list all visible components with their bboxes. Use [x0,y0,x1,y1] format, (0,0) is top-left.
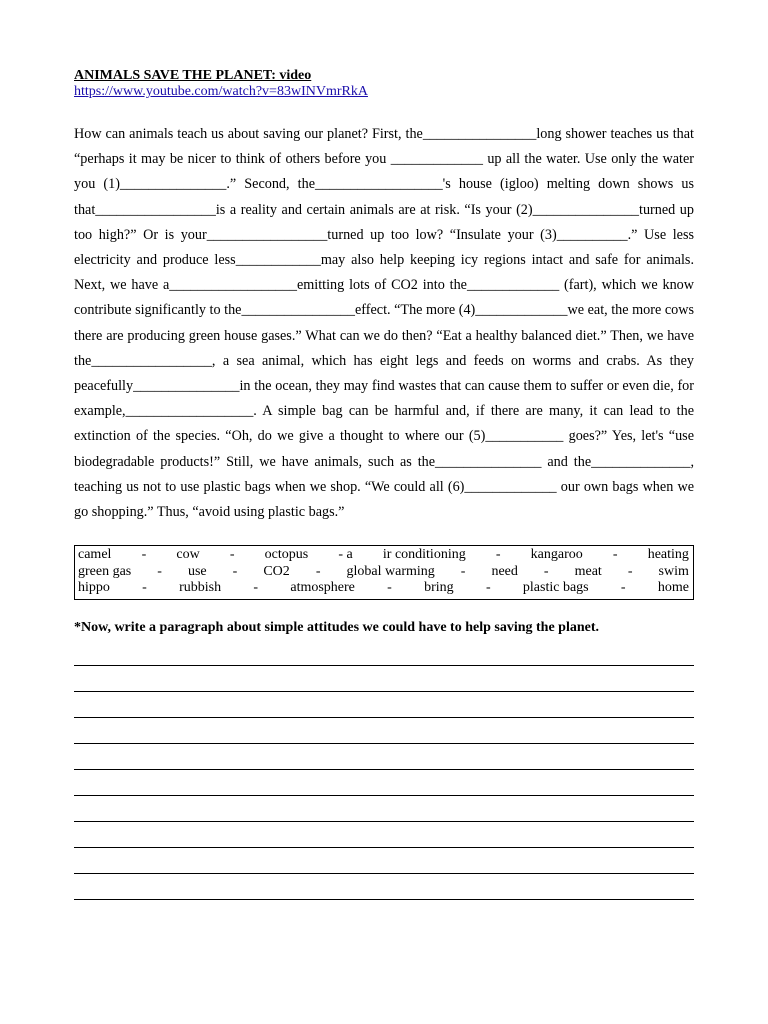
word-separator: - [543,563,549,579]
word-bank-word: use [187,563,207,579]
word-bank-word: ir conditioning [382,547,466,563]
writing-line[interactable] [74,822,694,848]
word-bank-word: meat [574,563,602,579]
word-bank-word: rubbish [179,580,222,596]
word-bank-word: hippo [78,580,110,596]
word-separator: - [460,563,466,579]
word-separator: - [142,580,147,596]
fill-in-paragraph: How can animals teach us about saving our planet? First, the________________long shower teaches us that “perhaps it may be nicer to think of others before you _____________ up all the water. Use only the water you (1)_______________.” Second, the__________________'s house (igloo) melting down shows us that_________________is a reality and certain animals are at risk. “Is your (2)_______________turned up too high?” Or is your_________________turned up too low? “Insulate your (3)__________.” Use less electricity and produce less____________may also help keeping icy regions intact and safe for animals. Next, we have a__________________emitting lots of CO2 into the_____________ (fart), which we know contribute significantly to the________________effect. “The more (4)_____________we eat, the more cows there are producing green house gases.” What can we do then? “Eat a healthy balanced diet.” Then, we have the_________________, a sea animal, which has eight legs and feeds on worms and crabs. As they peacefully_______________in the ocean, they may find wastes that can cause them to suffer or even die, for example,__________________. A simple bag can be harmful and, if there are many, it can lead to the extinction of the species. “Oh, do we give a thought to where our (5)___________ goes?” Yes, let's “use biodegradable products!” Still, we have animals, such as the_______________ and the______________, teaching us not to use plastic bags when we shop. “We could all (6)_____________ our own bags when we go shopping.” Thus, “avoid using plastic bags.” [74,126,694,521]
word-bank-word: CO2 [263,563,290,579]
writing-line[interactable] [74,848,694,874]
worksheet [74,68,694,900]
word-separator: - [315,563,321,579]
writing-line[interactable] [74,692,694,718]
writing-line[interactable] [74,796,694,822]
word-bank-word: heating [647,547,689,563]
word-separator: - [141,547,147,563]
word-bank-row [78,580,689,597]
word-separator: - [253,580,259,596]
word-separator: - [387,580,392,596]
word-bank-word: cow [176,547,200,563]
writing-line[interactable] [74,744,694,770]
writing-line[interactable] [74,718,694,744]
writing-instruction: *Now, write a paragraph about simple attitudes we could have to help saving the planet. [74,619,600,635]
word-bank-word: - a [338,547,353,563]
word-bank-word: kangaroo [530,547,583,563]
word-bank-word: global warming [346,563,435,579]
word-separator: - [232,563,238,579]
word-bank-word: swim [658,563,689,579]
word-bank-word: need [491,563,518,579]
word-bank [74,545,694,600]
worksheet-title: ANIMALS SAVE THE PLANET: video [74,68,312,83]
writing-line[interactable] [74,666,694,692]
writing-line[interactable] [74,770,694,796]
word-bank-word: plastic bags [522,580,589,596]
word-separator: - [485,580,491,596]
word-separator: - [612,547,618,563]
word-bank-word: atmosphere [290,580,355,596]
word-separator: - [229,547,235,563]
word-bank-word: home [657,580,689,596]
word-bank-word: camel [78,547,112,563]
word-bank-word: green gas [78,563,132,579]
word-separator: - [157,563,162,579]
video-link[interactable]: https://www.youtube.com/watch?v=83wINVmrRkA [74,84,368,99]
word-separator: - [620,580,626,596]
word-bank-row [78,564,689,581]
word-separator: - [495,547,501,563]
writing-lines [74,640,694,900]
word-separator: - [627,563,633,579]
writing-line[interactable] [74,874,694,900]
word-bank-row [78,547,689,564]
word-bank-word: octopus [264,547,309,563]
word-bank-word: bring [424,580,454,596]
writing-line[interactable] [74,640,694,666]
